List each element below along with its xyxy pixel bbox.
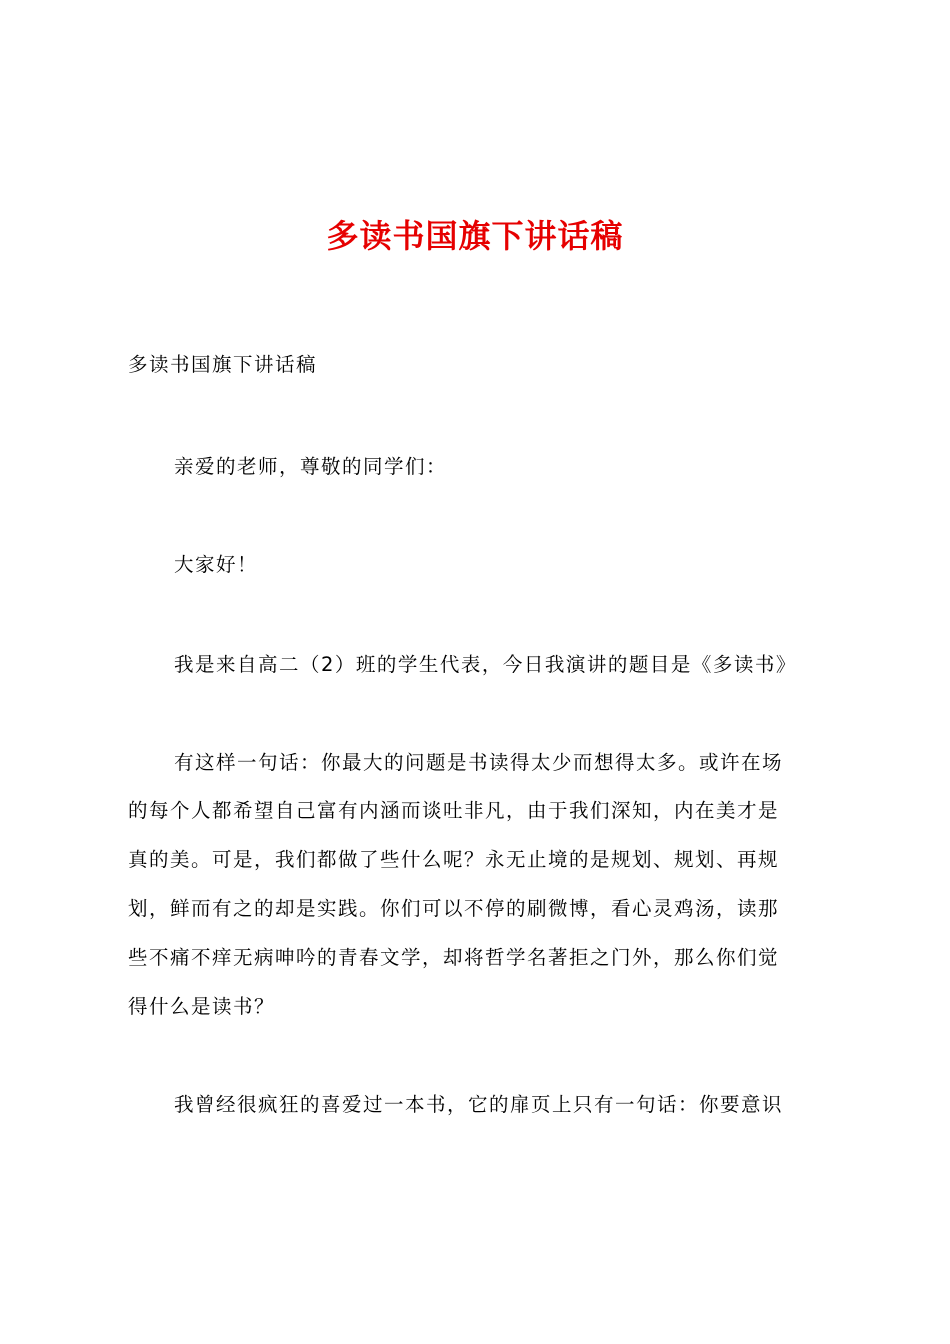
hello-line: 大家好！: [174, 553, 259, 576]
paragraph-1-line-5: 些不痛不痒无病呻吟的青春文学，却将哲学名著拒之门外，那么你们觉: [128, 946, 780, 969]
paragraph-1-line-4: 划，鲜而有之的却是实践。你们可以不停的刷微博，看心灵鸡汤，读那: [128, 897, 780, 920]
greeting-line: 亲爱的老师，尊敬的同学们：: [174, 455, 448, 478]
document-title: 多读书国旗下讲话稿: [326, 217, 624, 255]
paragraph-1-line-6: 得什么是读书？: [128, 995, 276, 1018]
subtitle-line: 多读书国旗下讲话稿: [128, 353, 318, 376]
intro-line: 我是来自高二（2）班的学生代表，今日我演讲的题目是《多读书》: [174, 653, 797, 676]
paragraph-2-line-1: 我曾经很疯狂的喜爱过一本书，它的扉页上只有一句话：你要意识: [174, 1093, 784, 1116]
paragraph-1-line-3: 真的美。可是，我们都做了些什么呢？永无止境的是规划、规划、再规: [128, 848, 780, 871]
paragraph-1-line-2: 的每个人都希望自己富有内涵而谈吐非凡，由于我们深知，内在美才是: [128, 799, 780, 822]
paragraph-1-line-1: 有这样一句话：你最大的问题是书读得太少而想得太多。或许在场: [174, 751, 784, 774]
